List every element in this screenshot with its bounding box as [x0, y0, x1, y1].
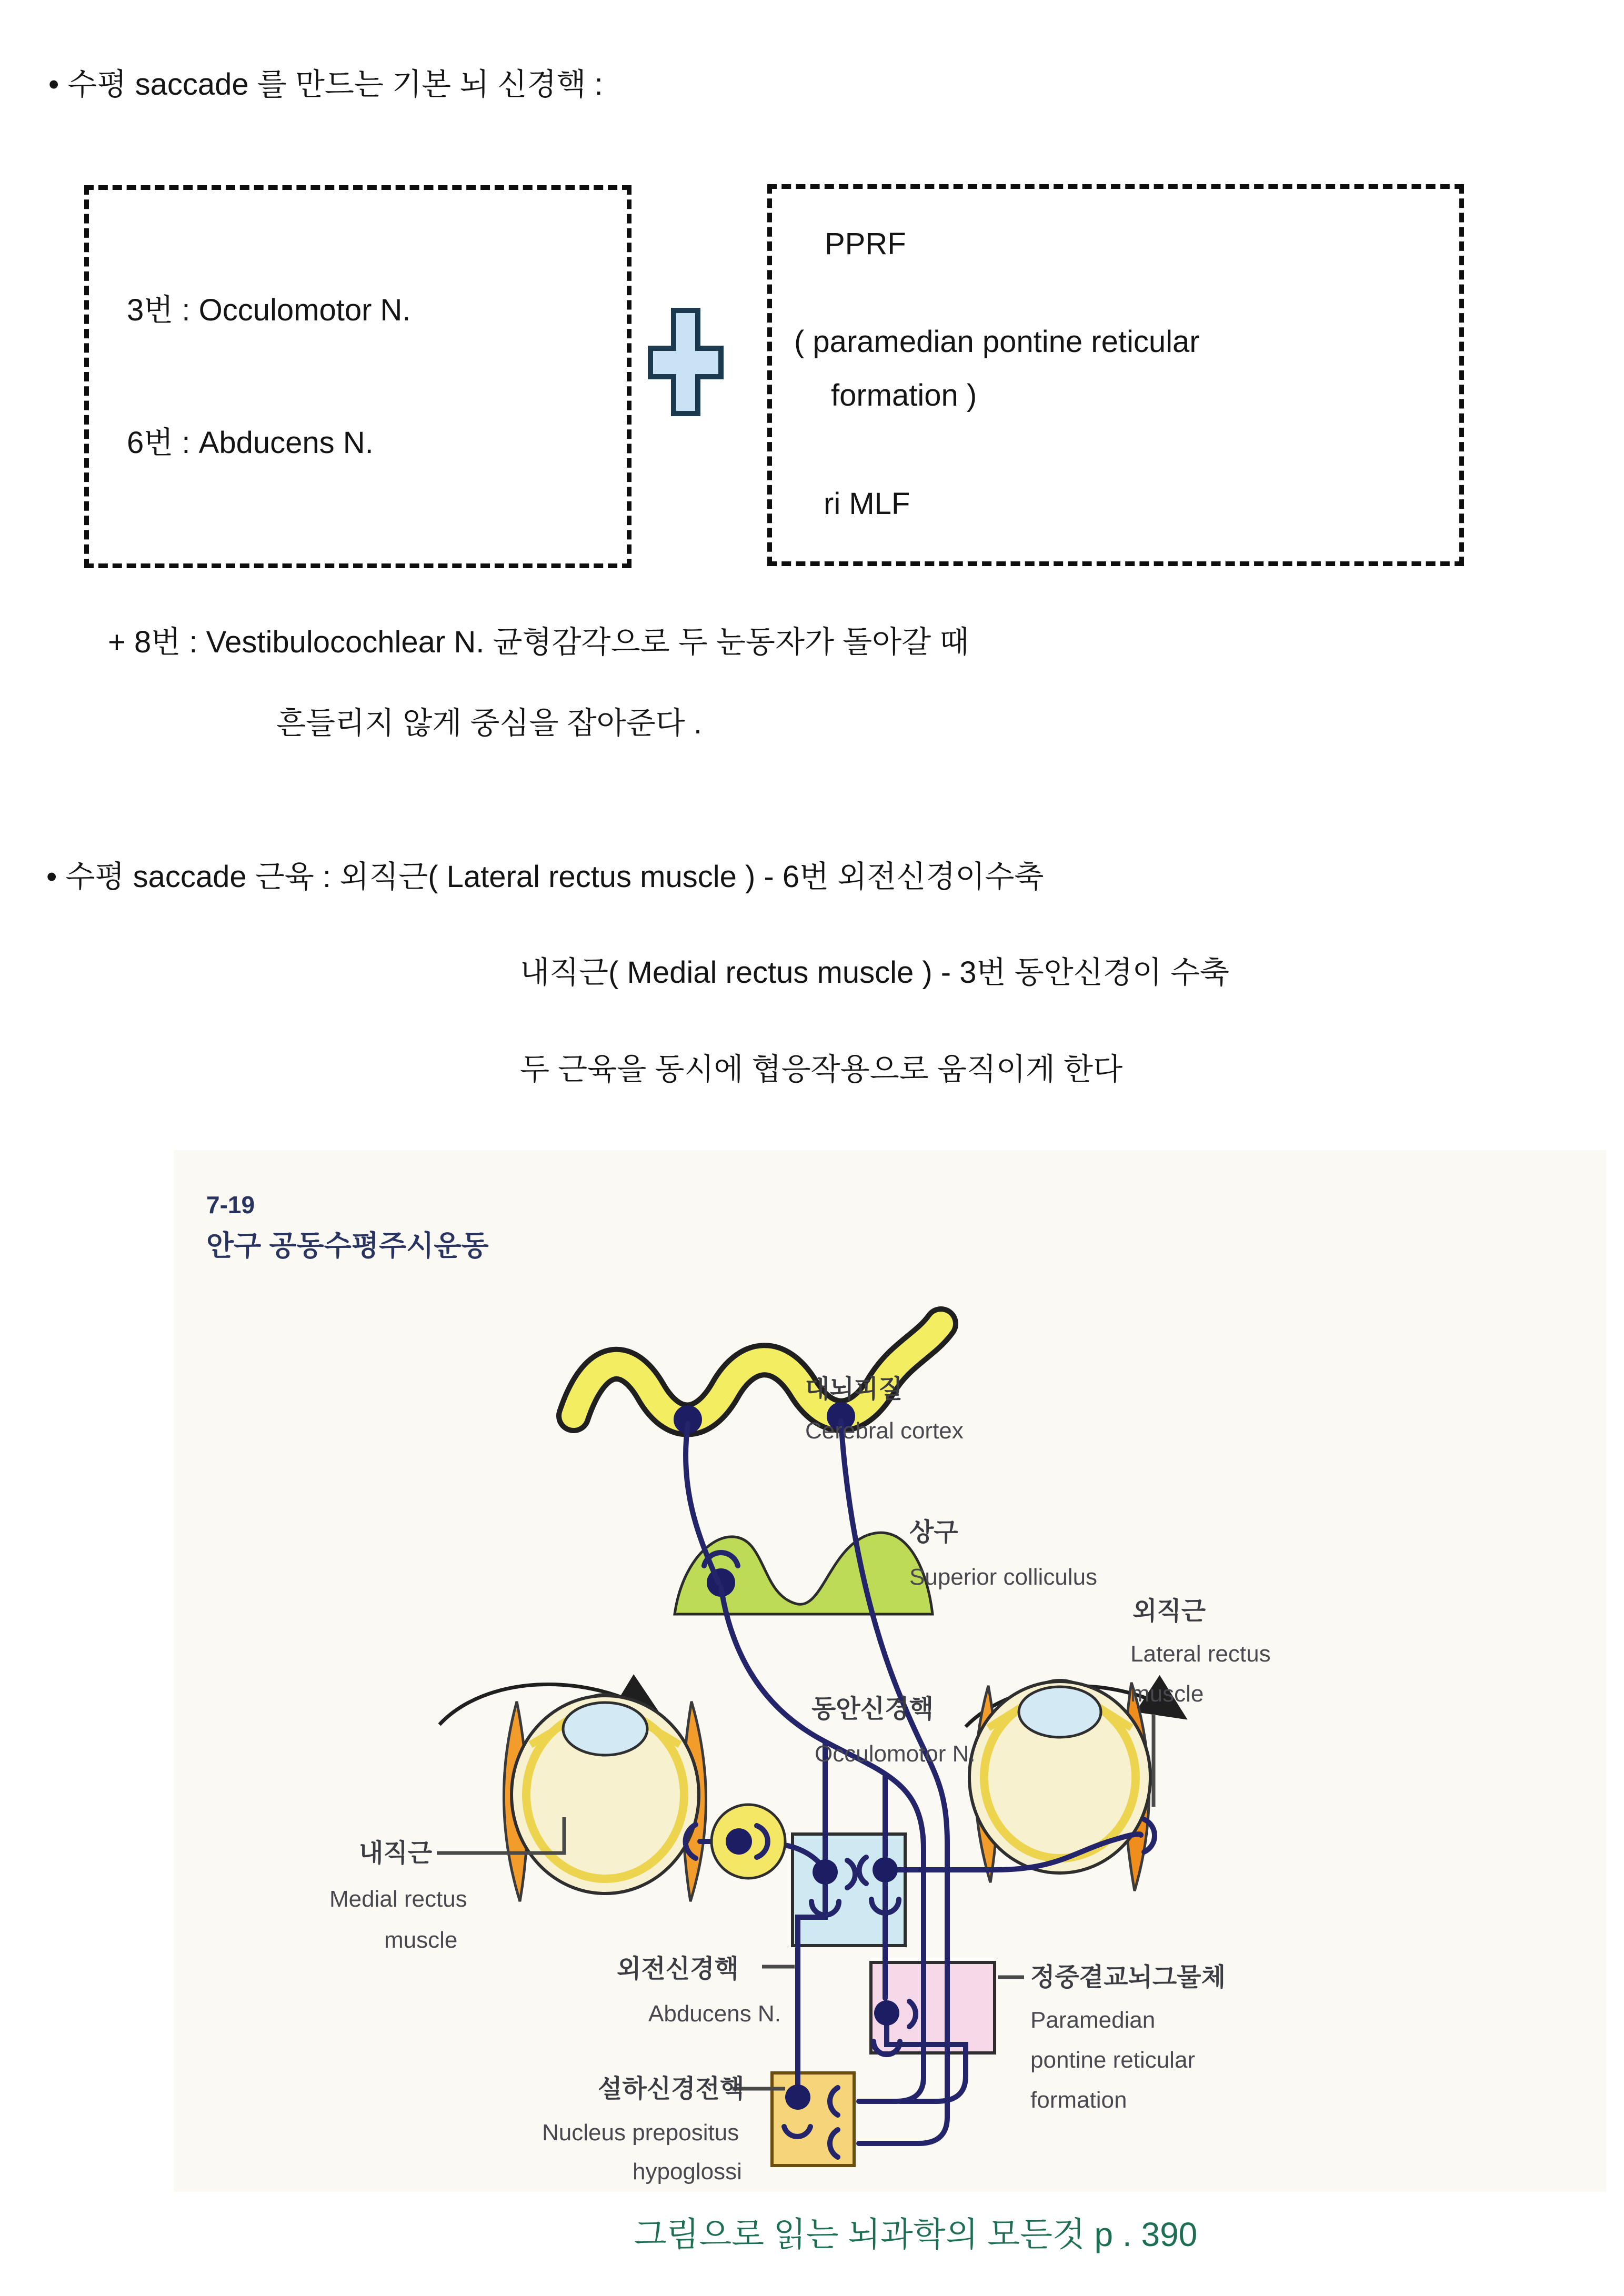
- left-eye-lens: [563, 1703, 647, 1755]
- label-prepositus-ko: 설하신경전핵: [598, 2075, 745, 2103]
- pprf-box: [767, 184, 1464, 566]
- label-pprf-en3: formation: [1030, 2087, 1127, 2113]
- figure-number: 7-19: [206, 1191, 255, 1219]
- source-caption: 그림으로 읽는 뇌과학의 모든것 p . 390: [634, 2216, 1198, 2253]
- figure-7-19: [174, 1150, 1606, 2192]
- label-abducens-ko: 외전신경핵: [617, 1955, 739, 1983]
- muscle-bullet-line3: 두 근육을 동시에 협응작용으로 움직이게 한다: [520, 1052, 1123, 1086]
- prepositus-nucleus-box: [772, 2073, 854, 2166]
- heading-saccade-nuclei: • 수평 saccade 를 만드는 기본 뇌 신경핵 :: [48, 67, 603, 102]
- pprf-line1: PPRF: [825, 227, 906, 261]
- muscle-bullet-line2: 내직근( Medial rectus muscle ) - 3번 동안신경이 수축: [520, 955, 1229, 990]
- label-pprf-en2: pontine reticular: [1030, 2047, 1196, 2073]
- cn3-line: 3번 : Occulomotor N.: [127, 293, 411, 327]
- right-eye-lens: [1019, 1687, 1101, 1737]
- muscle-bullet-line1: • 수평 saccade 근육 : 외직근( Lateral rectus muscle ) - 6번 외전신경이수축: [46, 860, 1044, 894]
- label-abducens-en: Abducens N.: [648, 2001, 781, 2027]
- label-lateral-ko: 외직근: [1132, 1597, 1206, 1625]
- figure-title: 안구 공동수평주시운동: [206, 1230, 489, 1262]
- label-prepositus-en2: hypoglossi: [633, 2159, 742, 2184]
- label-cortex-ko: 대뇌피질: [805, 1375, 903, 1403]
- label-colliculus-en: Superior colliculus: [909, 1564, 1098, 1590]
- plus-icon: [646, 306, 725, 418]
- label-colliculus-ko: 상구: [909, 1518, 958, 1546]
- label-oculomotor-ko: 동안신경핵: [811, 1695, 934, 1723]
- label-prepositus-en1: Nucleus prepositus: [542, 2120, 739, 2146]
- label-medial-en2: muscle: [384, 1927, 458, 1953]
- pprf-line2: ( paramedian pontine reticular: [794, 325, 1200, 359]
- cn6-line: 6번 : Abducens N.: [127, 425, 374, 460]
- label-cortex-en: Cerebral cortex: [805, 1418, 964, 1444]
- pprf-line3: formation ): [831, 378, 977, 412]
- label-oculomotor-en: Occulomotor N.: [815, 1741, 976, 1767]
- label-lateral-en2: muscle: [1130, 1681, 1204, 1707]
- label-pprf-en1: Paramedian: [1030, 2007, 1156, 2033]
- oculomotor-nucleus-node: [711, 1805, 785, 1878]
- label-medial-ko: 내직근: [359, 1839, 433, 1867]
- label-lateral-en1: Lateral rectus: [1130, 1641, 1271, 1667]
- label-pprf-ko: 정중곁교뇌그물체: [1030, 1963, 1226, 1991]
- label-medial-en1: Medial rectus: [329, 1886, 467, 1912]
- cranial-nerves-box: [84, 185, 631, 568]
- plus-shape: [650, 310, 721, 414]
- cn8-note-line1: + 8번 : Vestibulocochlear N. 균형감각으로 두 눈동자가 돌아갈 때: [108, 625, 969, 659]
- cn8-note-line2: 흔들리지 않게 중심을 잡아준다 .: [276, 706, 702, 740]
- plus-icon-svg: [646, 306, 725, 418]
- figure-svg: [174, 1150, 1606, 2192]
- pprf-line4: ri MLF: [824, 487, 910, 521]
